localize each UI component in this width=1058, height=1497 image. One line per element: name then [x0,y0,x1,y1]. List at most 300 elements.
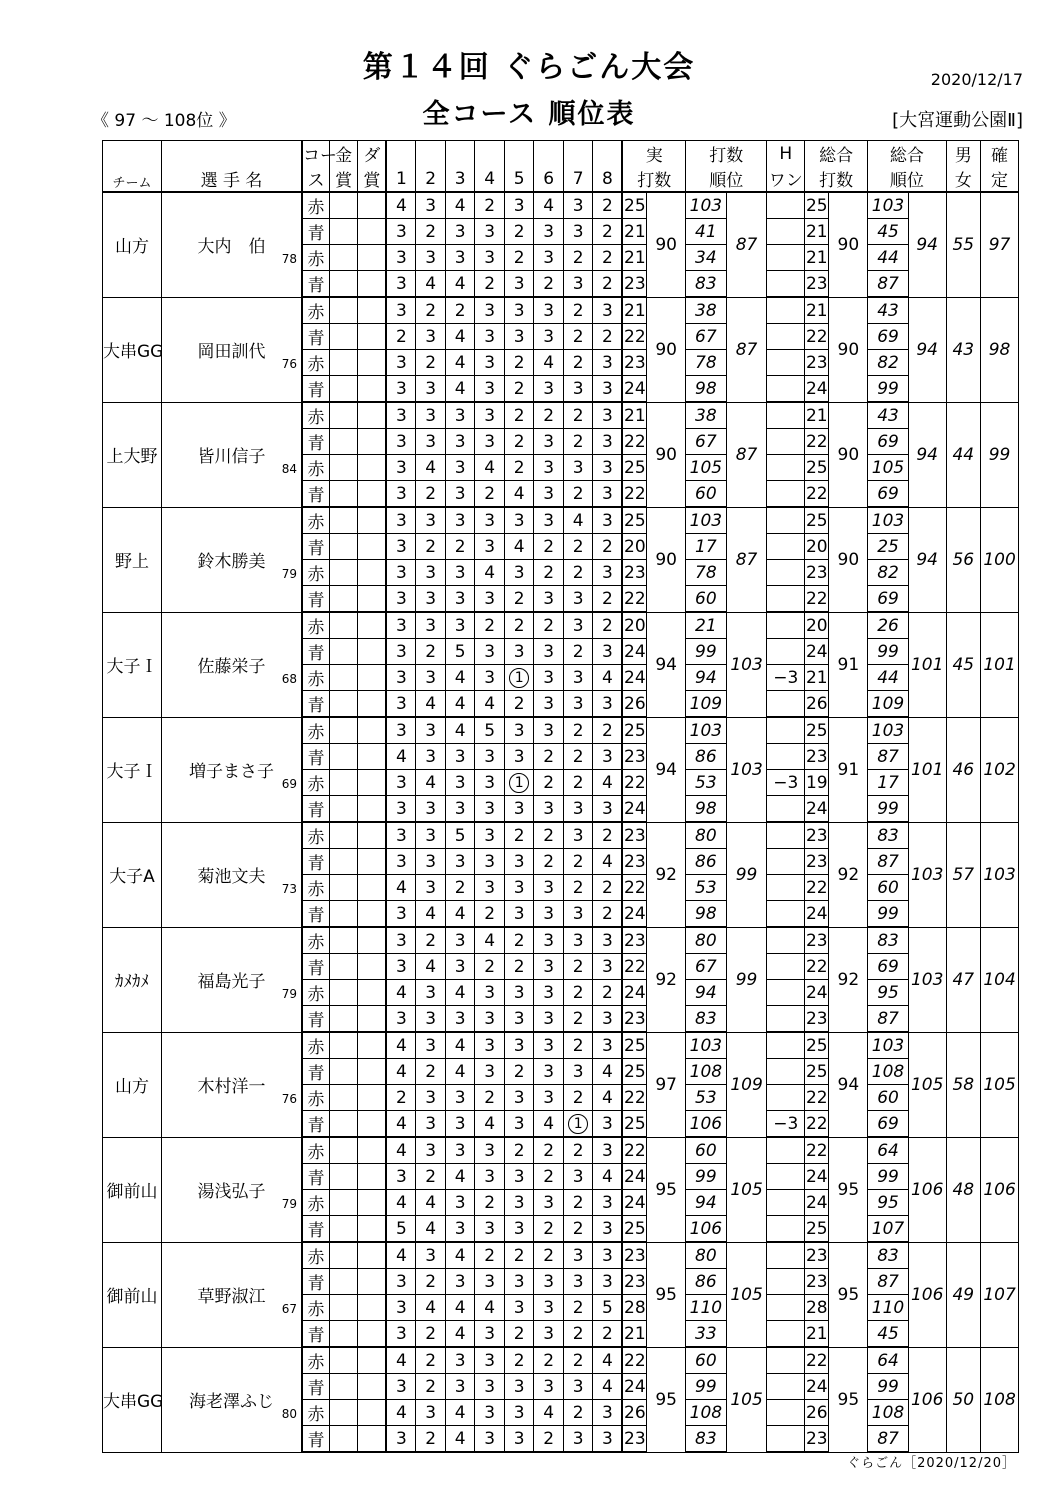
row-total: 21 [805,1321,829,1348]
player-cell [162,612,302,717]
gold-cell [329,875,357,901]
hole-score [593,507,623,534]
gender-rank: 49 [946,1242,981,1347]
hole-score-value: 3 [484,877,496,898]
hole-score-value: 4 [454,903,466,924]
hole-score [593,1216,623,1243]
hole-score-value: 3 [513,798,525,819]
team-name: 御前山 [103,1137,162,1242]
hole-score [504,665,534,691]
hole-score [386,245,416,271]
da-cell [358,1006,386,1033]
hole-score-value: 4 [572,510,584,531]
hole-score-value: 3 [601,1008,613,1029]
hole-score [386,534,416,560]
hole-score-value: 2 [425,483,437,504]
hole-score [475,927,505,954]
hole-score [386,1242,416,1269]
da-cell [358,1426,386,1453]
hole-score-value: 2 [601,273,613,294]
da-cell [358,219,386,245]
hole-score-value: 3 [601,1140,613,1161]
hole-score-value: 3 [395,798,407,819]
hole-score [445,1032,475,1059]
hole-score-value: 4 [425,1218,437,1239]
strokes-rank: 87 [726,507,767,612]
hole-score [504,429,534,455]
hole-score-value: 3 [601,510,613,531]
hole-score-value: 3 [572,273,584,294]
row-total: 24 [805,901,829,928]
course-color: 赤 [302,455,329,481]
hole-score-value: 3 [484,1323,496,1344]
total-rank: 94 [908,402,946,507]
final-rank: 100 [981,507,1019,612]
da-cell [358,376,386,403]
hole-score-value: 3 [425,510,437,531]
hole-score-value: 3 [454,562,466,583]
total-rank: 103 [908,927,946,1032]
hole-score-value: 2 [454,877,466,898]
row-strokes-rank: 94 [686,665,727,691]
hole-score [563,1216,593,1243]
row-total: 22 [805,1111,829,1138]
hole-score-value: 3 [454,1087,466,1108]
row-total: 22 [805,429,829,455]
hole-in-one [767,691,805,718]
total-strokes: 95 [829,1137,868,1242]
row-total-rank: 99 [868,1374,909,1400]
hole-score-value: 3 [572,1428,584,1449]
hole-score-value: 3 [572,1245,584,1266]
player-age: 79 [281,1196,297,1211]
course-color: 青 [302,796,329,823]
hole-score [563,481,593,508]
row-strokes-rank: 78 [686,350,727,376]
row-total: 24 [805,1190,829,1216]
hole-score-value: 2 [513,825,525,846]
hole-score [563,954,593,980]
hole-score-value: 2 [425,1323,437,1344]
player-header: 選 手 名 [162,166,302,192]
hole-score [386,560,416,586]
hole-score [475,1111,505,1138]
hole-score-value: 3 [513,562,525,583]
da-cell [358,691,386,718]
hole-score [563,717,593,744]
hole-in-one [767,1006,805,1033]
player-cell [162,192,302,297]
hole-score [534,297,564,324]
total-rank: 101 [908,717,946,822]
hole-score [386,1085,416,1111]
hole-score-value: 4 [601,772,613,793]
row-sum: 25 [622,1216,646,1243]
row-strokes-rank: 60 [686,481,727,508]
da-cell [358,1347,386,1374]
row-strokes-rank: 80 [686,822,727,849]
hole-score [563,927,593,954]
strokes-rank: 99 [726,927,767,1032]
da-cell [358,980,386,1006]
hole-score-value: 2 [513,1061,525,1082]
hole-score [416,219,446,245]
hole-score-value: 2 [601,588,613,609]
hole-score [445,796,475,823]
hole-score [504,534,534,560]
hole-score [593,1400,623,1426]
hole-score [563,192,593,219]
hole-score-value: 4 [484,1113,496,1134]
row-total: 25 [805,1059,829,1085]
row-total: 22 [805,324,829,350]
player-name: 福島光子 [197,972,266,992]
hole-score-value: 2 [425,641,437,662]
row-total: 19 [805,770,829,796]
ranking-table [102,140,1019,1453]
hole-score-value: 2 [572,352,584,373]
row-strokes-rank: 103 [686,507,727,534]
player-name: 菊池文夫 [197,867,266,887]
event-date: 2020/12/17 [930,70,1023,89]
hole-in-one [767,560,805,586]
hole-in-one [767,402,805,429]
row-sum: 24 [622,901,646,928]
hole-score-value: 3 [425,982,437,1003]
hole-score [386,455,416,481]
row-total: 24 [805,1164,829,1190]
hole-score-value: 3 [395,510,407,531]
hole-score [475,1006,505,1033]
row-total-rank: 95 [868,980,909,1006]
hole-score [563,980,593,1006]
hole-score-value: 3 [425,1087,437,1108]
hole-score-value: 2 [572,720,584,741]
hole-score [593,271,623,298]
hole-score-value: 2 [601,877,613,898]
hole-score [386,1347,416,1374]
hole-score-value: 2 [601,247,613,268]
hole-score [563,665,593,691]
team-name: 大串GG [103,297,162,402]
hole-score [386,350,416,376]
hole-score-value: 2 [484,483,496,504]
hole-in-one [767,1269,805,1295]
gold-cell [329,770,357,796]
course-color: 赤 [302,560,329,586]
hole-score [416,297,446,324]
row-strokes-rank: 80 [686,927,727,954]
row-strokes-rank: 83 [686,1426,727,1453]
hole-score [534,455,564,481]
hole-score-value: 4 [484,930,496,951]
table-row [103,612,1019,639]
row-strokes-rank: 38 [686,402,727,429]
hole-score-value: 4 [425,693,437,714]
hole-score-value: 2 [601,221,613,242]
hole-score-value: 2 [513,1245,525,1266]
hole-score-value: 3 [543,1035,555,1056]
row-strokes-rank: 94 [686,1190,727,1216]
hole-in-one [767,980,805,1006]
table-row [103,1032,1019,1059]
total-strokes: 91 [829,612,868,717]
hole-score-value: 3 [543,1008,555,1029]
hole-in-one [767,927,805,954]
gender-header-top: 男 [946,141,981,167]
hole-score-value: 3 [484,378,496,399]
hole-score [593,560,623,586]
hole-score-value: 2 [543,1140,555,1161]
hole-score-value: 4 [425,1192,437,1213]
total-strokes: 92 [829,927,868,1032]
row-sum: 24 [622,665,646,691]
hole-score [563,1426,593,1453]
hole-in-one [767,1085,805,1111]
hole-score [534,1216,564,1243]
hole-score [445,954,475,980]
hole-score-value: 3 [454,746,466,767]
hole-score-value: 3 [513,300,525,321]
hole-score [445,455,475,481]
hole-score-value: 2 [484,1245,496,1266]
hole-score-value: 3 [484,667,496,688]
hole-score [563,219,593,245]
hole-score-value: 4 [395,1035,407,1056]
hole-score [445,586,475,613]
hole-score [563,455,593,481]
hole-score-value: 2 [425,300,437,321]
row-total: 23 [805,822,829,849]
hole-score-value: 4 [425,956,437,977]
hole-score [504,1426,534,1453]
row-total: 23 [805,350,829,376]
hole-score-value: 4 [454,1166,466,1187]
hole-score [504,1374,534,1400]
hole-score-value: 3 [395,956,407,977]
hole-score-value: 3 [543,221,555,242]
hole-score-value: 4 [395,982,407,1003]
hole-score-value: 3 [425,615,437,636]
hole-score [416,954,446,980]
row-strokes-rank: 108 [686,1400,727,1426]
da-cell [358,665,386,691]
hole-score [563,560,593,586]
hole-score-value: 3 [484,772,496,793]
hole-score [386,1164,416,1190]
hole-score-value: 3 [572,1061,584,1082]
hole-score [386,954,416,980]
row-strokes-rank: 108 [686,1059,727,1085]
hole-score-value: 2 [601,1323,613,1344]
da-cell [358,586,386,613]
hole-score-value: 3 [484,641,496,662]
hole-score-value: 4 [454,982,466,1003]
hole-score-value: 3 [543,300,555,321]
row-strokes-rank: 34 [686,245,727,271]
hole-score [386,1032,416,1059]
row-sum: 21 [622,219,646,245]
row-strokes-rank: 98 [686,376,727,403]
hole-score-value: 3 [572,693,584,714]
hole-score-value: 3 [454,772,466,793]
hole-score-value: 4 [601,1061,613,1082]
hole-score-value: 3 [543,877,555,898]
hole-score-value: 2 [513,221,525,242]
row-sum: 22 [622,586,646,613]
player-name: 佐藤栄子 [197,657,266,677]
final-rank: 106 [981,1137,1019,1242]
hole-score [504,1216,534,1243]
row-sum: 24 [622,796,646,823]
hole-in-one [767,744,805,770]
hole-score-value: 3 [484,1376,496,1397]
hole-score-value: 3 [484,510,496,531]
row-strokes-rank: 67 [686,324,727,350]
hole-in-one [767,324,805,350]
hole-score-value: 3 [572,588,584,609]
hole-score [475,954,505,980]
course-color: 青 [302,586,329,613]
hole-score [593,665,623,691]
hole-score-value: 3 [454,1113,466,1134]
row-total-rank: 69 [868,954,909,980]
hole-score [386,324,416,350]
hole-score [504,586,534,613]
hole-score [534,192,564,219]
hole-score [445,297,475,324]
hole-in-one [767,586,805,613]
hole-score-value: 2 [572,247,584,268]
hole-score-value: 3 [513,195,525,216]
gold-cell [329,1242,357,1269]
hole-score [416,1032,446,1059]
hole-score [593,691,623,718]
team-name: 野上 [103,507,162,612]
hole-score [504,1321,534,1348]
player-name: 草野淑江 [197,1287,266,1307]
hole-score [534,481,564,508]
hole-score [445,770,475,796]
hole-score [475,717,505,744]
hole-score [593,1242,623,1269]
row-total-rank: 69 [868,1111,909,1138]
row-sum: 20 [622,612,646,639]
gold-cell [329,429,357,455]
hole-score-value: 2 [543,1428,555,1449]
player-cell [162,927,302,1032]
hole-score [445,849,475,875]
hole-score [445,717,475,744]
row-strokes-rank: 38 [686,297,727,324]
hole-score [504,1137,534,1164]
row-sum: 23 [622,1006,646,1033]
hole-score [504,1190,534,1216]
hole-score-value: 3 [454,510,466,531]
hole-score [475,1190,505,1216]
row-strokes-rank: 60 [686,1137,727,1164]
hole-score-value: 4 [454,667,466,688]
row-strokes-rank: 94 [686,980,727,1006]
hole-score-value: 3 [601,641,613,662]
hole-score-value: 3 [484,1035,496,1056]
hole-score-value: 2 [543,1350,555,1371]
da-cell [358,875,386,901]
gold-cell [329,324,357,350]
player-name: 木村洋一 [197,1077,266,1097]
hole-score-value: 2 [543,746,555,767]
hole-score [593,429,623,455]
hole-score-value: 3 [454,1140,466,1161]
hole-score [386,770,416,796]
hole-score [475,1400,505,1426]
hole-in-one [767,1164,805,1190]
player-cell [162,1032,302,1137]
row-total-rank: 108 [868,1400,909,1426]
hole-score-value: 2 [601,195,613,216]
hole-score [386,612,416,639]
hole-score-value: 4 [395,1350,407,1371]
hole-score [504,1059,534,1085]
hole-score-value: 2 [484,195,496,216]
gold-cell [329,612,357,639]
course-color: 青 [302,744,329,770]
hole-score [504,822,534,849]
hole-score-value: 4 [454,273,466,294]
hole-score-value: 3 [543,720,555,741]
team-name: 大子Ｉ [103,717,162,822]
row-sum: 23 [622,849,646,875]
hole-score [504,717,534,744]
hole-score [563,849,593,875]
row-total-rank: 87 [868,1426,909,1453]
hole-score [445,1269,475,1295]
gold-cell [329,1321,357,1348]
gold-cell [329,665,357,691]
hole-score [475,1216,505,1243]
hole-score [504,954,534,980]
total-strokes: 94 [829,1032,868,1137]
actual-total: 95 [647,1347,686,1452]
hole-score [563,1400,593,1426]
hole-score [475,1347,505,1374]
da-cell [358,402,386,429]
hole-in-one: −3 [767,770,805,796]
hole-score [416,849,446,875]
totalrank-header: 順位 [868,166,946,192]
hole-score [445,665,475,691]
hole-score [563,1269,593,1295]
row-total-rank: 44 [868,245,909,271]
hole-score-value: 4 [454,693,466,714]
gold-cell [329,927,357,954]
hole-score [445,1111,475,1138]
hole-score [445,1190,475,1216]
hole-score [534,1190,564,1216]
gold-cell [329,586,357,613]
team-name: 山方 [103,192,162,297]
hole-score [386,717,416,744]
row-total: 22 [805,1137,829,1164]
hole-score [593,796,623,823]
hole-score-value: 3 [395,693,407,714]
row-sum: 22 [622,324,646,350]
hole-score [475,1269,505,1295]
row-strokes-rank: 103 [686,192,727,219]
hole-score [504,297,534,324]
hole-score-value: 3 [425,1402,437,1423]
hole-score [386,639,416,665]
